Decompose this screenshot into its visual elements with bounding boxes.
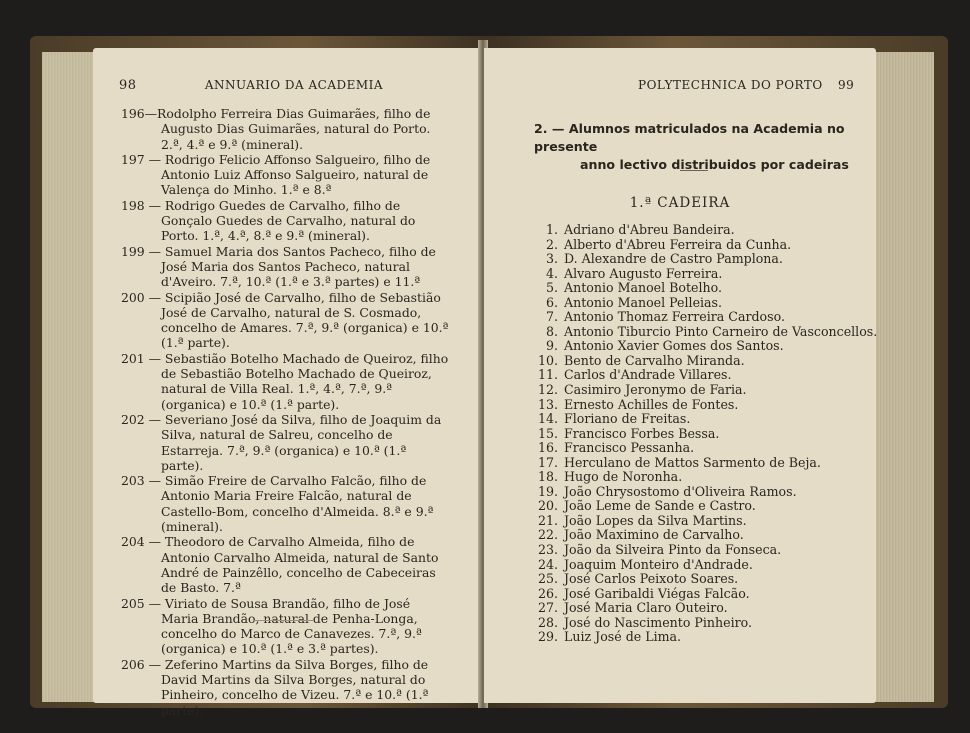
student-row — [534, 601, 877, 616]
student-row — [534, 339, 877, 354]
student-row — [534, 427, 877, 442]
student-row — [534, 354, 877, 369]
student-row — [534, 558, 877, 573]
student-number: 29. — [537, 629, 558, 645]
student-name: Adriano d'Abreu Bandeira. — [564, 222, 735, 237]
left-page — [93, 48, 481, 718]
student-name: Antonio Thomaz Ferreira Cardoso. — [564, 309, 785, 325]
student-name: Alvaro Augusto Ferreira. — [564, 265, 723, 281]
student-name: Antonio Xavier Gomes dos Santos. — [564, 338, 784, 354]
entry-item: 202 — Severiano José da Silva, filho de Joaquim da Silva, natural de Salreu, concelho de Estarreja. 7.ª, 9.ª (organica) e 10.ª (1.ª parte). — [121, 411, 442, 473]
student-name: João Lopes da Silva Martins. — [564, 512, 747, 528]
student-number: 6. — [545, 294, 558, 310]
student-row — [534, 412, 877, 427]
student-row — [534, 630, 877, 645]
student-name: Floriano de Freitas. — [564, 411, 691, 427]
student-row — [534, 223, 877, 238]
student-row — [534, 470, 877, 485]
student-number: 4. — [545, 265, 558, 281]
entry-item: 198 — Rodrigo Guedes de Carvalho, filho de Gonçalo Guedes de Carvalho, natural do Porto. 1.ª, 4.ª, 8.ª e 9.ª (mineral). — [121, 197, 416, 244]
student-row — [534, 441, 877, 456]
student-name: Casimiro Jeronymo de Faria. — [564, 382, 747, 398]
section-title-line-1: 2. — Alumnos matriculados na Academia no presente — [534, 121, 845, 154]
student-row — [534, 485, 877, 500]
student-row — [534, 296, 877, 311]
student-name: Antonio Manoel Botelho. — [564, 280, 723, 296]
entry-item: 206 — Zeferino Martins da Silva Borges, filho de David Martins da Silva Borges, natural do Pinheiro, concelho de Vizeu. 7.ª e 10.ª (1.ª parte). — [121, 656, 429, 718]
student-number: 23. — [537, 542, 558, 558]
student-number: 19. — [537, 483, 558, 499]
student-name: João Chrysostomo d'Oliveira Ramos. — [564, 483, 797, 499]
student-name: Antonio Manoel Pelleias. — [564, 294, 723, 310]
student-name: João da Silveira Pinto da Fonseca. — [564, 542, 782, 558]
student-number: 12. — [537, 382, 558, 398]
end-rule — [253, 620, 313, 621]
entry-item: 200 — Scipião José de Carvalho, filho de Sebastião José de Carvalho, natural de S. Cosmado, concelho de Amares. 7.ª, 9.ª (organica) e 10.ª (1.ª parte). — [121, 289, 449, 351]
entry-item: 205 — Viriato de Sousa Brandão, filho de José Maria Brandão, natural de Penha-Longa, concelho do Marco de Canavezes. 7.ª, 9.ª (organica) e 10.ª (1.ª e 3.ª partes). — [121, 595, 422, 657]
student-name: Ernesto Achilles de Fontes. — [564, 396, 739, 412]
student-number: 3. — [545, 251, 558, 267]
student-name: João Maximino de Carvalho. — [564, 527, 744, 543]
student-number: 5. — [545, 280, 558, 296]
separator-dash — [680, 170, 708, 171]
right-page-edges — [874, 52, 934, 702]
student-name: Antonio Tiburcio Pinto Carneiro de Vasconcellos. — [564, 323, 878, 339]
section-title-line-2: anno lectivo distribuidos por cadeiras — [580, 157, 849, 172]
student-number: 13. — [537, 396, 558, 412]
student-row — [534, 572, 877, 587]
student-name: Joaquim Monteiro d'Andrade. — [564, 556, 753, 572]
student-number: 26. — [537, 585, 558, 601]
right-running-head: POLYTECHNICA DO PORTO — [638, 78, 823, 92]
student-number: 2. — [545, 236, 558, 252]
section-title — [534, 120, 864, 174]
student-number: 20. — [537, 498, 558, 514]
student-row — [534, 281, 877, 296]
student-number: 15. — [537, 425, 558, 441]
entry-item: 197 — Rodrigo Felicio Affonso Salgueiro, filho de Antonio Luiz Affonso Salgueiro, natural de Valença do Minho. 1.ª e 8.ª — [121, 151, 431, 198]
student-name: Hugo de Noronha. — [564, 469, 683, 485]
student-name: D. Alexandre de Castro Pamplona. — [564, 251, 783, 267]
student-number: 17. — [537, 454, 558, 470]
cadeira-heading: 1.ª CADEIRA — [629, 195, 731, 211]
left-page-edges — [42, 52, 97, 702]
student-number: 28. — [537, 614, 558, 630]
student-name: Alberto d'Abreu Ferreira da Cunha. — [564, 236, 792, 252]
entry-item: 203 — Simão Freire de Carvalho Falcão, filho de Antonio Maria Freire Falcão, natural de Castello-Bom, concelho d'Almeida. 8.ª e 9.ª (mineral). — [121, 473, 434, 535]
student-name: Carlos d'Andrade Villares. — [564, 367, 732, 383]
student-name: José Garibaldi Viégas Falcão. — [564, 585, 750, 601]
student-name: José Maria Claro Outeiro. — [564, 600, 728, 616]
student-number: 10. — [537, 352, 558, 368]
student-row — [534, 398, 877, 413]
left-page-number: 98 — [119, 78, 137, 93]
student-number: 1. — [545, 222, 558, 237]
student-name: Francisco Pessanha. — [564, 440, 695, 456]
student-row — [534, 616, 877, 631]
student-name: José do Nascimento Pinheiro. — [564, 614, 753, 630]
student-row — [534, 310, 877, 325]
student-name: Bento de Carvalho Miranda. — [564, 352, 745, 368]
left-page-header — [119, 78, 383, 93]
student-number: 24. — [537, 556, 558, 572]
student-row — [534, 514, 877, 529]
student-name: José Carlos Peixoto Soares. — [564, 571, 739, 587]
student-number: 7. — [545, 309, 558, 325]
student-name: Herculano de Mattos Sarmento de Beja. — [564, 454, 821, 470]
student-row — [534, 456, 877, 471]
student-row — [534, 325, 877, 340]
student-entries — [121, 106, 451, 718]
student-number: 14. — [537, 411, 558, 427]
student-number: 18. — [537, 469, 558, 485]
entry-item: 204 — Theodoro de Carvalho Almeida, filho de Antonio Carvalho Almeida, natural de Santo André de Painzêllo, concelho de Cabeceiras de Basto. 7.ª — [121, 534, 439, 596]
student-row — [534, 238, 877, 253]
student-name: João Leme de Sande e Castro. — [564, 498, 756, 514]
entry-item: 199 — Samuel Maria dos Santos Pacheco, filho de José Maria dos Santos Pacheco, natural d'Aveiro. 7.ª, 10.ª (1.ª e 3.ª partes) e 11.ª — [121, 243, 436, 290]
student-row — [534, 587, 877, 602]
student-row — [534, 383, 877, 398]
student-list — [534, 223, 877, 645]
student-number: 8. — [545, 323, 558, 339]
student-name: Luiz José de Lima. — [564, 629, 682, 645]
student-row — [534, 368, 877, 383]
student-number: 9. — [545, 338, 558, 354]
right-page-number: 99 — [838, 78, 855, 92]
entry-item: 201 — Sebastião Botelho Machado de Queiroz, filho de Sebastião Botelho Machado de Queiroz, natural de Villa Real. 1.ª, 4.ª, 7.ª, 9.ª (organica) e 10.ª (1.ª parte). — [121, 350, 449, 412]
student-number: 27. — [537, 600, 558, 616]
student-number: 21. — [537, 512, 558, 528]
student-name: Francisco Forbes Bessa. — [564, 425, 720, 441]
student-row — [534, 543, 877, 558]
left-running-head: ANNUARIO DA ACADEMIA — [204, 78, 384, 92]
student-row — [534, 252, 877, 267]
student-number: 11. — [537, 367, 558, 383]
student-number: 22. — [537, 527, 558, 543]
student-row — [534, 267, 877, 282]
student-row — [534, 528, 877, 543]
entry-item: 196—Rodolpho Ferreira Dias Guimarães, filho de Augusto Dias Guimarães, natural do Porto. 2.ª, 4.ª e 9.ª (mineral). — [121, 106, 431, 152]
student-number: 16. — [537, 440, 558, 456]
right-page — [484, 48, 876, 703]
student-row — [534, 499, 877, 514]
student-number: 25. — [537, 571, 558, 587]
